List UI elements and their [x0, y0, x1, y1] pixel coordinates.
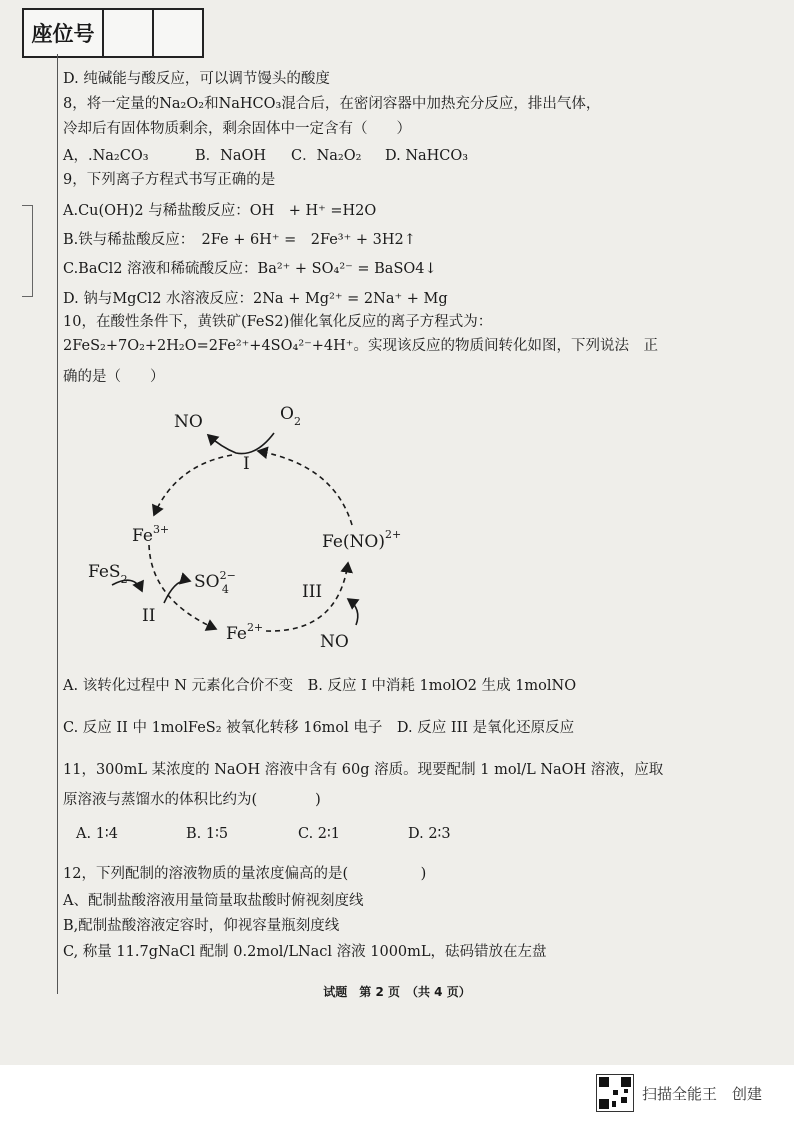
- q11-stem-line1: 11，300mL 某浓度的 NaOH 溶液中含有 60g 溶质。现要配制 1 mol/L NaOH 溶液，应取: [63, 762, 664, 778]
- seat-cell-1: [104, 10, 154, 56]
- label-feno: Fe(NO)$^{2+}$: [322, 528, 402, 552]
- q9-option-a: A.Cu(OH)2 与稀盐酸反应：OH + H⁺ =H2O: [63, 203, 377, 219]
- page-footer: 试题 第 2 页 （共 4 页）: [323, 985, 471, 999]
- q11-options: [76, 826, 451, 843]
- label-reaction-iii: III: [302, 582, 323, 602]
- seat-label: 座位号: [24, 10, 104, 56]
- arrow-feno-to-i: [258, 451, 352, 525]
- watermark-text: 扫描全能王 创建: [642, 1084, 763, 1103]
- label-fe3: $Fe^{3+}$: [132, 523, 170, 546]
- q11-option-b: B. 1∶5: [186, 826, 229, 842]
- side-bracket: [22, 205, 33, 297]
- q9-option-b: B.铁与稀盐酸反应： 2Fe + 6H⁺ = 2Fe³⁺ + 3H2↑: [63, 232, 416, 248]
- q11-option-c: C. 2∶1: [298, 826, 341, 842]
- q8-stem-line2: 冷却后有固体物质剩余，剩余固体中一定含有（ ）: [63, 121, 411, 137]
- margin-line: [57, 54, 58, 994]
- q8-option-b: B．NaOH: [195, 148, 267, 164]
- q10-stem-line2: 2FeS₂+7O₂+2H₂O=2Fe²⁺+4SO₄²⁻+4H⁺。实现该反应的物质间转化如图，下列说法 正: [63, 338, 658, 354]
- label-reaction-i: I: [243, 454, 250, 474]
- arrow-no-in: [348, 599, 358, 625]
- q10-options-cd: C. 反应 II 中 1molFeS₂ 被氧化转移 16mol 电子 D. 反应 III 是氧化还原反应: [63, 720, 575, 736]
- arrow-i-to-fe3: [154, 455, 232, 515]
- label-o2: $O_2$: [280, 404, 301, 428]
- label-so4: $SO^{2-}$ 4: [194, 569, 236, 596]
- q12-stem: 12，下列配制的溶液物质的量浓度偏高的是( ): [63, 866, 427, 882]
- label-fe2: $Fe^{2+}$: [226, 621, 264, 644]
- q8-option-a: A，.Na₂CO₃: [63, 148, 149, 164]
- q12-option-b: B,配制盐酸溶液定容时，仰视容量瓶刻度线: [63, 918, 340, 934]
- q12-option-a: A、配制盐酸溶液用量筒量取盐酸时俯视刻度线: [63, 893, 364, 909]
- q7-option-d: D. 纯碱能与酸反应，可以调节馒头的酸度: [63, 71, 330, 87]
- conversion-cycle-diagram: [76, 395, 436, 665]
- q10-stem-line1: 10，在酸性条件下，黄铁矿(FeS2)催化氧化反应的离子方程式为：: [63, 314, 493, 330]
- q9-option-c: C.BaCl2 溶液和稀硫酸反应：Ba²⁺ + SO₄²⁻ = BaSO4↓: [63, 261, 437, 277]
- arrow-o2-in-no-out: [208, 433, 274, 454]
- q8-options: [63, 148, 468, 165]
- q11-option-a: A. 1∶4: [76, 826, 118, 842]
- q8-stem-line1: 8，将一定量的Na₂O₂和NaHCO₃混合后，在密闭容器中加热充分反应，排出气体，: [63, 96, 601, 112]
- q11-stem-line2: 原溶液与蒸馏水的体积比约为( ): [63, 792, 321, 808]
- arrow-so4-out: [164, 580, 190, 603]
- seat-number-box: [22, 8, 204, 58]
- label-no-top: NO: [174, 412, 203, 432]
- label-reaction-ii: II: [142, 606, 156, 626]
- q8-option-d: D. NaHCO₃: [385, 148, 469, 164]
- q8-option-c: C．Na₂O₂: [291, 148, 362, 164]
- scanner-watermark: [596, 1074, 762, 1112]
- q11-option-d: D. 2∶3: [408, 826, 451, 842]
- q10-options-ab: A. 该转化过程中 N 元素化合价不变 B. 反应 I 中消耗 1molO2 生成 1molNO: [63, 678, 577, 694]
- q12-option-c: C, 称量 11.7gNaCl 配制 0.2mol/LNacl 溶液 1000mL，砝码错放在左盘: [63, 944, 547, 960]
- qr-code-icon: [596, 1074, 634, 1112]
- seat-cell-2: [154, 10, 202, 56]
- q9-stem: 9，下列离子方程式书写正确的是: [63, 172, 276, 188]
- label-no-bottom: NO: [320, 632, 349, 652]
- label-fes2: FeS$_2$: [88, 562, 128, 586]
- q9-option-d: D. 钠与MgCl2 水溶液反应：2Na + Mg²⁺ = 2Na⁺ + Mg: [63, 291, 448, 307]
- q10-stem-line3: 确的是（ ）: [63, 369, 165, 385]
